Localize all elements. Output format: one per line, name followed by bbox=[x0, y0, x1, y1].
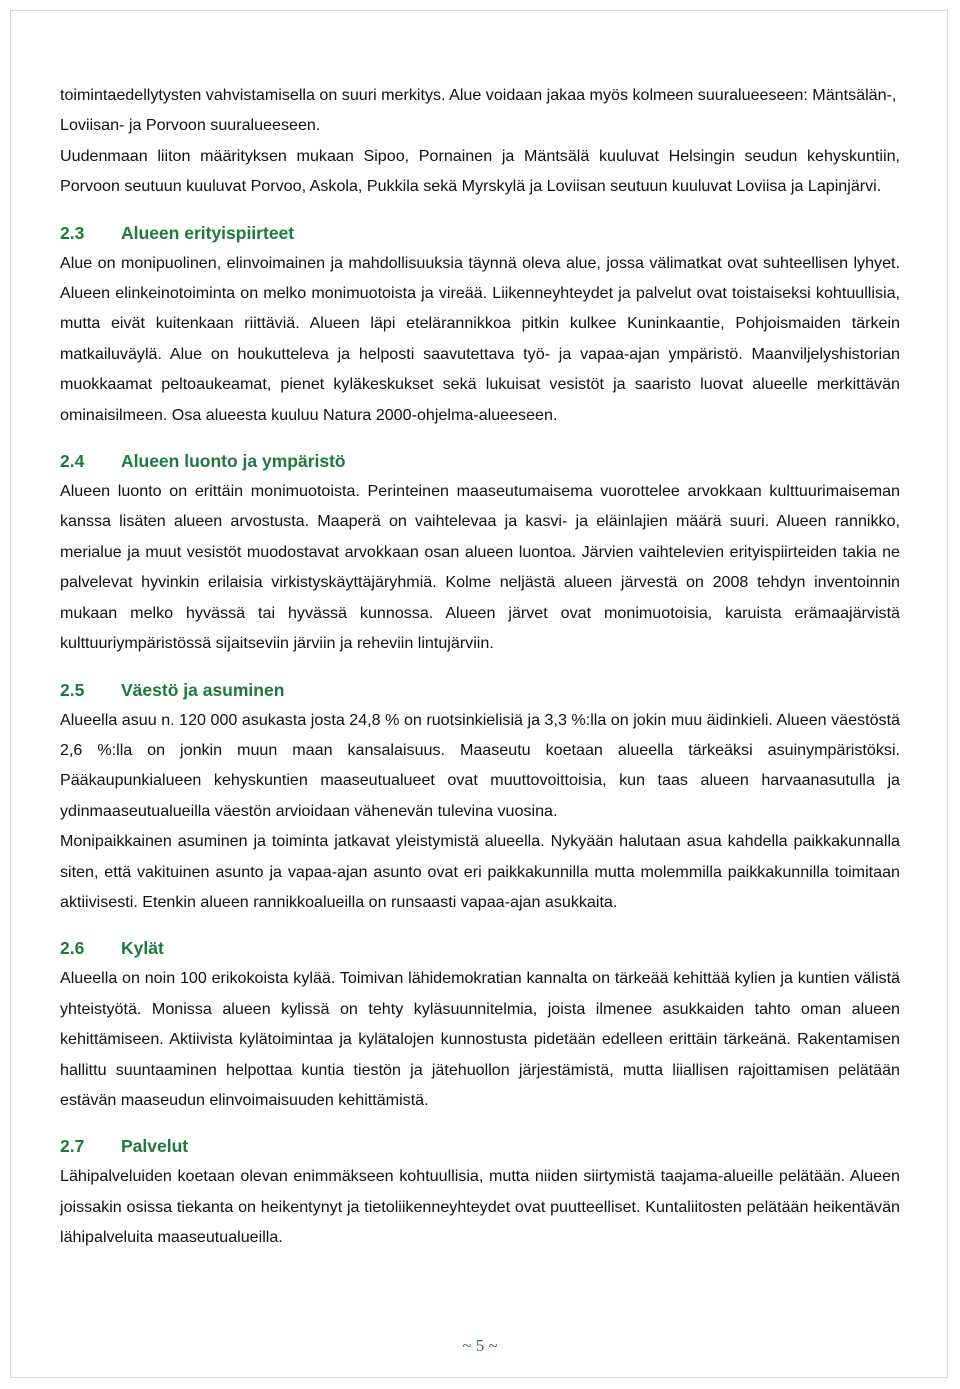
section-heading-2-5 bbox=[60, 675, 900, 705]
section-number: 2.3 bbox=[60, 222, 85, 243]
section-number: 2.4 bbox=[60, 451, 85, 472]
section-paragraph: Alue on monipuolinen, elinvoimainen ja mahdollisuuksia täynnä oleva alue, jossa välimatkat ovat suhteellisen lyhyet. Alueen elinkeinotoiminta on melko monimuotoista ja vireää. Liikenneyhteydet ja palvelut ovat toistaiseksi kohtuullisia, mutta eivät kuitenkaan riittäviä. Alueen läpi etelärannikkoa pitkin kulkee Kuninkaantie, Pohjoismaiden tärkein matkailuväylä. Alue on houkutteleva ja helposti saavutettava työ- ja vapaa-ajan ympäristö. Maanviljelyshistorian muokkaamat peltoaukeamat, pienet kyläkeskukset sekä lukuisat vesistöt ja saaristo luovat alueelle merkittävän ominaisilmeen. Osa alueesta kuuluu Natura 2000-ohjelma-alueeseen. bbox=[60, 253, 900, 424]
section-heading-2-3 bbox=[60, 218, 900, 248]
intro-paragraph-1: toimintaedellytysten vahvistamisella on suuri merkitys. Alue voidaan jakaa myös kolmeen suuralueeseen: Mäntsälän-, Loviisan- ja Porvoon suuralueeseen. bbox=[60, 86, 897, 135]
section-title: Kylät bbox=[121, 938, 164, 959]
section-paragraph: Alueen luonto on erittäin monimuotoista. Perinteinen maaseutumaisema vuorottelee arvokkaan kulttuurimaiseman kanssa lisäten alueen arvostusta. Maaperä on vaihtelevaa ja kasvi- ja eläinlajien määrä suuri. Alueen rannikko, merialue ja muut vesistöt muodostavat arvokkaan osan alueen luontoa. Järvien vaihtelevien erityispiirteiden takia ne palvelevat hyvinkin erilaisia virkistyskäyttäjäryhmiä. Kolme neljästä alueen järvestä on 2008 tehdyn inventoinnin mukaan melko hyvässä tai hyvässä kunnossa. Alueen järvet ovat monimuotoisia, karuista erämaajärvistä kulttuuriympäristössä sijaitseviin järviin ja reheviin lintujärviin. bbox=[60, 482, 900, 653]
section-title: Alueen erityispiirteet bbox=[121, 222, 295, 243]
section-paragraph: Alueella asuu n. 120 000 asukasta josta 24,8 % on ruotsinkielisiä ja 3,3 %:lla on jokin muu äidinkieli. Alueen väestöstä 2,6 %:lla on jonkin muun maan kansalaisuus. Maaseutu koetaan alueella tärkeäksi asuinympäristöksi. Pääkaupunkialueen kehyskuntien maaseutualueet ovat muuttovoittoisia, kun taas alueen harvaanasutulla ja ydinmaaseutualueilla väestön arvioidaan vähenevän tulevina vuosina. bbox=[60, 710, 900, 820]
section-paragraph: Alueella on noin 100 erikokoista kylää. Toimivan lähidemokratian kannalta on tärkeää kehittää kylien ja kuntien välistä yhteistyötä. Monissa alueen kylissä on tehty kyläsuunnitelmia, joista ilmenee asukkaiden tahto oman alueen kehittämiseen. Aktiivista kylätoimintaa ja kylätalojen kunnostusta pidetään edelleen erittäin tärkeänä. Rakentamisen hallittu suuntaaminen helpottaa kuntia tiestön ja jätehuollon järjestämistä, mutta liiallisen rajoittamisen pelätään estävän maaseudun elinvoimaisuuden kehittämistä. bbox=[60, 969, 900, 1109]
section-heading-2-7 bbox=[60, 1131, 900, 1161]
section-heading-2-6 bbox=[60, 933, 900, 963]
page-content bbox=[60, 80, 900, 1253]
intro-paragraph-2: Uudenmaan liiton määrityksen mukaan Sipoo, Pornainen ja Mäntsälä kuuluvat Helsingin seudun kehyskuntiin, Porvoon seutuun kuuluvat Porvoo, Askola, Pukkila sekä Myrskylä ja Loviisan seutuun kuuluvat Loviisa ja Lapinjärvi. bbox=[60, 146, 900, 196]
section-number: 2.5 bbox=[60, 679, 85, 700]
section-title: Väestö ja asuminen bbox=[121, 679, 285, 700]
section-title: Alueen luonto ja ympäristö bbox=[121, 451, 346, 472]
section-paragraph: Lähipalveluiden koetaan olevan enimmäkseen kohtuullisia, mutta niiden siirtymistä taajama-alueille pelätään. Alueen joissakin osissa tiekanta on heikentynyt ja tietoliikenneyhteydet ovat puutteelliset. Kuntaliitosten pelätään heikentävän lähipalveluita maaseutualueilla. bbox=[60, 1167, 900, 1247]
section-number: 2.7 bbox=[60, 1136, 85, 1157]
section-number: 2.6 bbox=[60, 938, 85, 959]
page-number: ~ 5 ~ bbox=[462, 1336, 498, 1355]
section-title: Palvelut bbox=[121, 1136, 189, 1157]
section-heading-2-4 bbox=[60, 446, 900, 476]
section-paragraph: Monipaikkainen asuminen ja toiminta jatkavat yleistymistä alueella. Nykyään halutaan asua kahdella paikkakunnalla siten, että vakituinen asunto ja vapaa-ajan asunto ovat eri paikkakunnilla mutta molemmilla paikkakunnilla toimitaan aktiivisesti. Etenkin alueen rannikkoalueilla on runsaasti vapaa-ajan asukkaita. bbox=[60, 832, 900, 911]
